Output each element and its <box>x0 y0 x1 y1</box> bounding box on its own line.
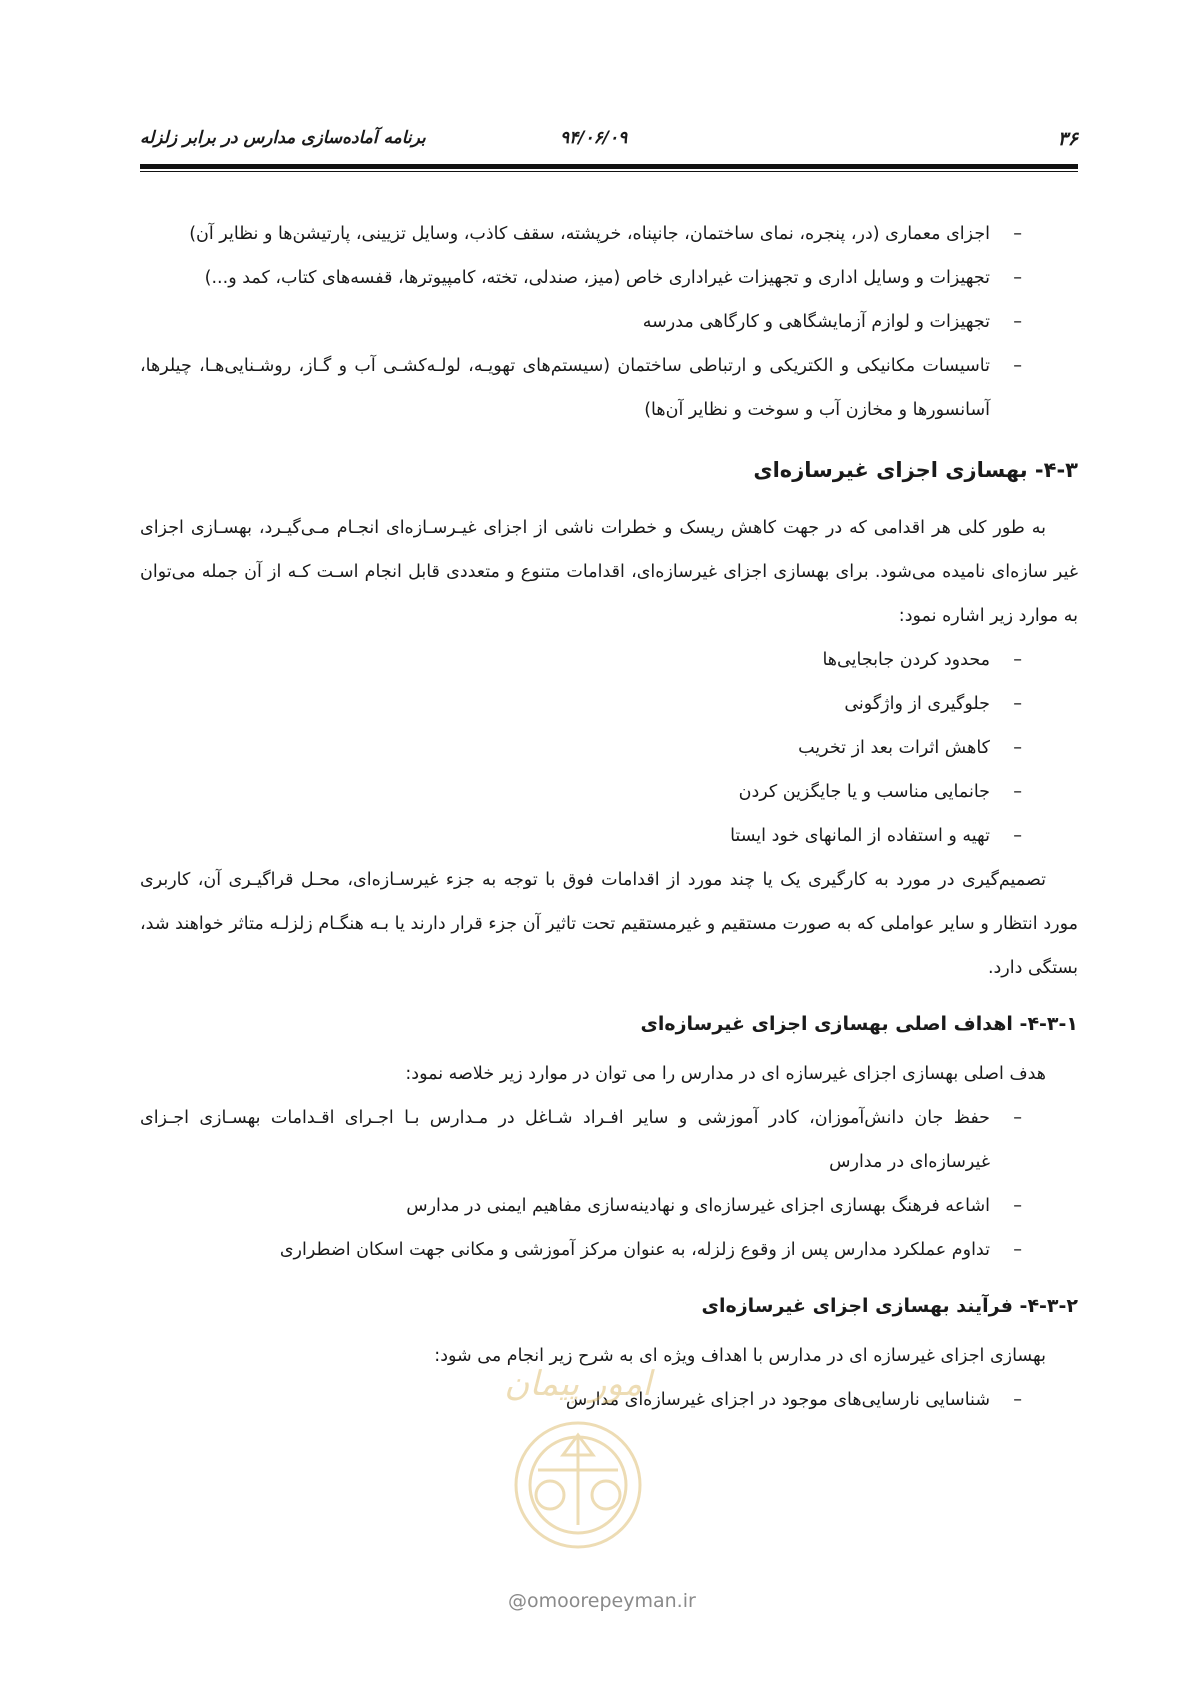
list-item-text: حفظ جان دانش‌آموزان، کادر آموزشی و سایر افـراد شـاغل در مـدارس بـا اجـرای اقـدامات بهسـازی اجـزای غیرسازه‌ای در مدارس <box>140 1108 990 1172</box>
dash-marker: – <box>1013 694 1022 714</box>
list-item <box>140 300 1078 344</box>
header-title: برنامه آماده‌سازی مدارس در برابر زلزله <box>140 128 426 148</box>
list-item <box>140 344 1078 432</box>
section-heading-4-3-2: ۴-۳-۲- فرآیند بهسازی اجزای غیرسازه‌ای <box>701 1295 1078 1317</box>
list-item-text: تجهیزات و وسایل اداری و تجهیزات غیراداری خاص (میز، صندلی، تخته، کامپیوترها، قفسه‌های کتاب، کمد و...) <box>204 268 990 288</box>
dash-marker: – <box>1013 826 1022 846</box>
dash-marker: – <box>1013 312 1022 332</box>
list-item-text: جانمایی مناسب و یا جایگزین کردن <box>738 782 990 802</box>
dash-marker: – <box>1013 1240 1022 1260</box>
watermark-seal-icon <box>468 1335 688 1565</box>
section-intro: هدف اصلی بهسازی اجزای غیرسازه ای در مدارس را می توان در موارد زیر خلاصه نمود: <box>405 1064 1046 1084</box>
page-header <box>140 128 1078 158</box>
section-heading-4-3: ۴-۳- بهسازی اجزای غیرسازه‌ای <box>753 458 1078 482</box>
watermark-seal-text: امور پیمان <box>504 1364 652 1404</box>
dash-marker: – <box>1013 1108 1022 1128</box>
dash-marker: – <box>1013 650 1022 670</box>
section-paragraph: به طور کلی هر اقدامی که در جهت کاهش ریسک و خطرات ناشی از اجزای غیـرسـازه‌ای انجـام مـی‌گیـرد، بهسـازی اجزای غیر سازه‌ای نامیده می‌شود. برای بهسازی اجزای غیرسازه‌ای، اقدامات متنوع و متعددی قابل انجام اسـت کـه از آن جمله می‌توان به موارد زیر اشاره نمود: <box>140 518 1078 626</box>
list-item <box>140 682 1078 726</box>
watermark-site: @omoorepeyman.ir <box>508 1590 696 1612</box>
header-date: ۹۴/۰۶/۰۹ <box>560 128 628 148</box>
page-number: ۳۶ <box>1057 128 1078 150</box>
list-item-text: اجزای معماری (در، پنجره، نمای ساختمان، جانپناه، خرپشته، سقف کاذب، وسایل تزیینی، پارتیشن‌ها و نظایر آن) <box>189 224 990 244</box>
dash-marker: – <box>1013 1390 1022 1410</box>
list-item-text: تهیه و استفاده از المانهای خود ایستا <box>730 826 990 846</box>
section-heading-4-3-1: ۴-۳-۱- اهداف اصلی بهسازی اجزای غیرسازه‌ای <box>640 1013 1078 1035</box>
dash-marker: – <box>1013 224 1022 244</box>
goals-list <box>140 1096 1078 1272</box>
list-item <box>140 726 1078 770</box>
list-item-text: تجهیزات و لوازم آزمایشگاهی و کارگاهی مدرسه <box>642 312 990 332</box>
list-item-text: تاسیسات مکانیکی و الکتریکی و ارتباطی ساختمان (سیستم‌های تهویـه، لولـه‌کشـی آب و گـاز، روشـنایی‌هـا، چیلرها، آسانسورها و مخازن آب و سوخت و نظایر آن‌ها) <box>140 356 990 420</box>
dash-marker: – <box>1013 356 1022 376</box>
section-intro: بهسازی اجزای غیرسازه ای در مدارس با اهداف ویژه ای به شرح زیر انجام می شود: <box>434 1346 1046 1366</box>
header-rule-thin <box>140 171 1078 172</box>
dash-marker: – <box>1013 738 1022 758</box>
dash-marker: – <box>1013 1196 1022 1216</box>
page-content <box>140 212 1078 1422</box>
list-item <box>140 1096 1078 1184</box>
list-item <box>140 638 1078 682</box>
intro-list <box>140 212 1078 432</box>
dash-marker: – <box>1013 782 1022 802</box>
list-item <box>140 256 1078 300</box>
list-item <box>140 212 1078 256</box>
list-item-text: اشاعه فرهنگ بهسازی اجزای غیرسازه‌ای و نهادینه‌سازی مفاهیم ایمنی در مدارس <box>406 1196 990 1216</box>
list-item-text: تداوم عملکرد مدارس پس از وقوع زلزله، به عنوان مرکز آموزشی و مکانی جهت اسکان اضطراری <box>279 1240 990 1260</box>
list-item-text: جلوگیری از واژگونی <box>844 694 990 714</box>
measures-list <box>140 638 1078 858</box>
list-item-text: کاهش اثرات بعد از تخریب <box>798 738 990 758</box>
list-item <box>140 1228 1078 1272</box>
dash-marker: – <box>1013 268 1022 288</box>
list-item <box>140 770 1078 814</box>
list-item-text: محدود کردن جابجایی‌ها <box>822 650 990 670</box>
section-paragraph: تصمیم‌گیری در مورد به کارگیری یک یا چند مورد از اقدامات فوق با توجه به جزء غیرسـازه‌ای، محـل قراگیـری آن، کاربری مورد انتظار و سایر عواملی که به صورت مستقیم و غیرمستقیم تحت تاثیر آن جزء قرار دارند یا بـه هنگـام زلزلـه متاثر خواهند شد، بستگی دارد. <box>140 870 1078 978</box>
header-rule-thick <box>140 164 1078 169</box>
list-item <box>140 814 1078 858</box>
list-item <box>140 1184 1078 1228</box>
list-item-text: شناسایی نارسایی‌های موجود در اجزای غیرسازه‌ای مدارس <box>565 1390 990 1410</box>
